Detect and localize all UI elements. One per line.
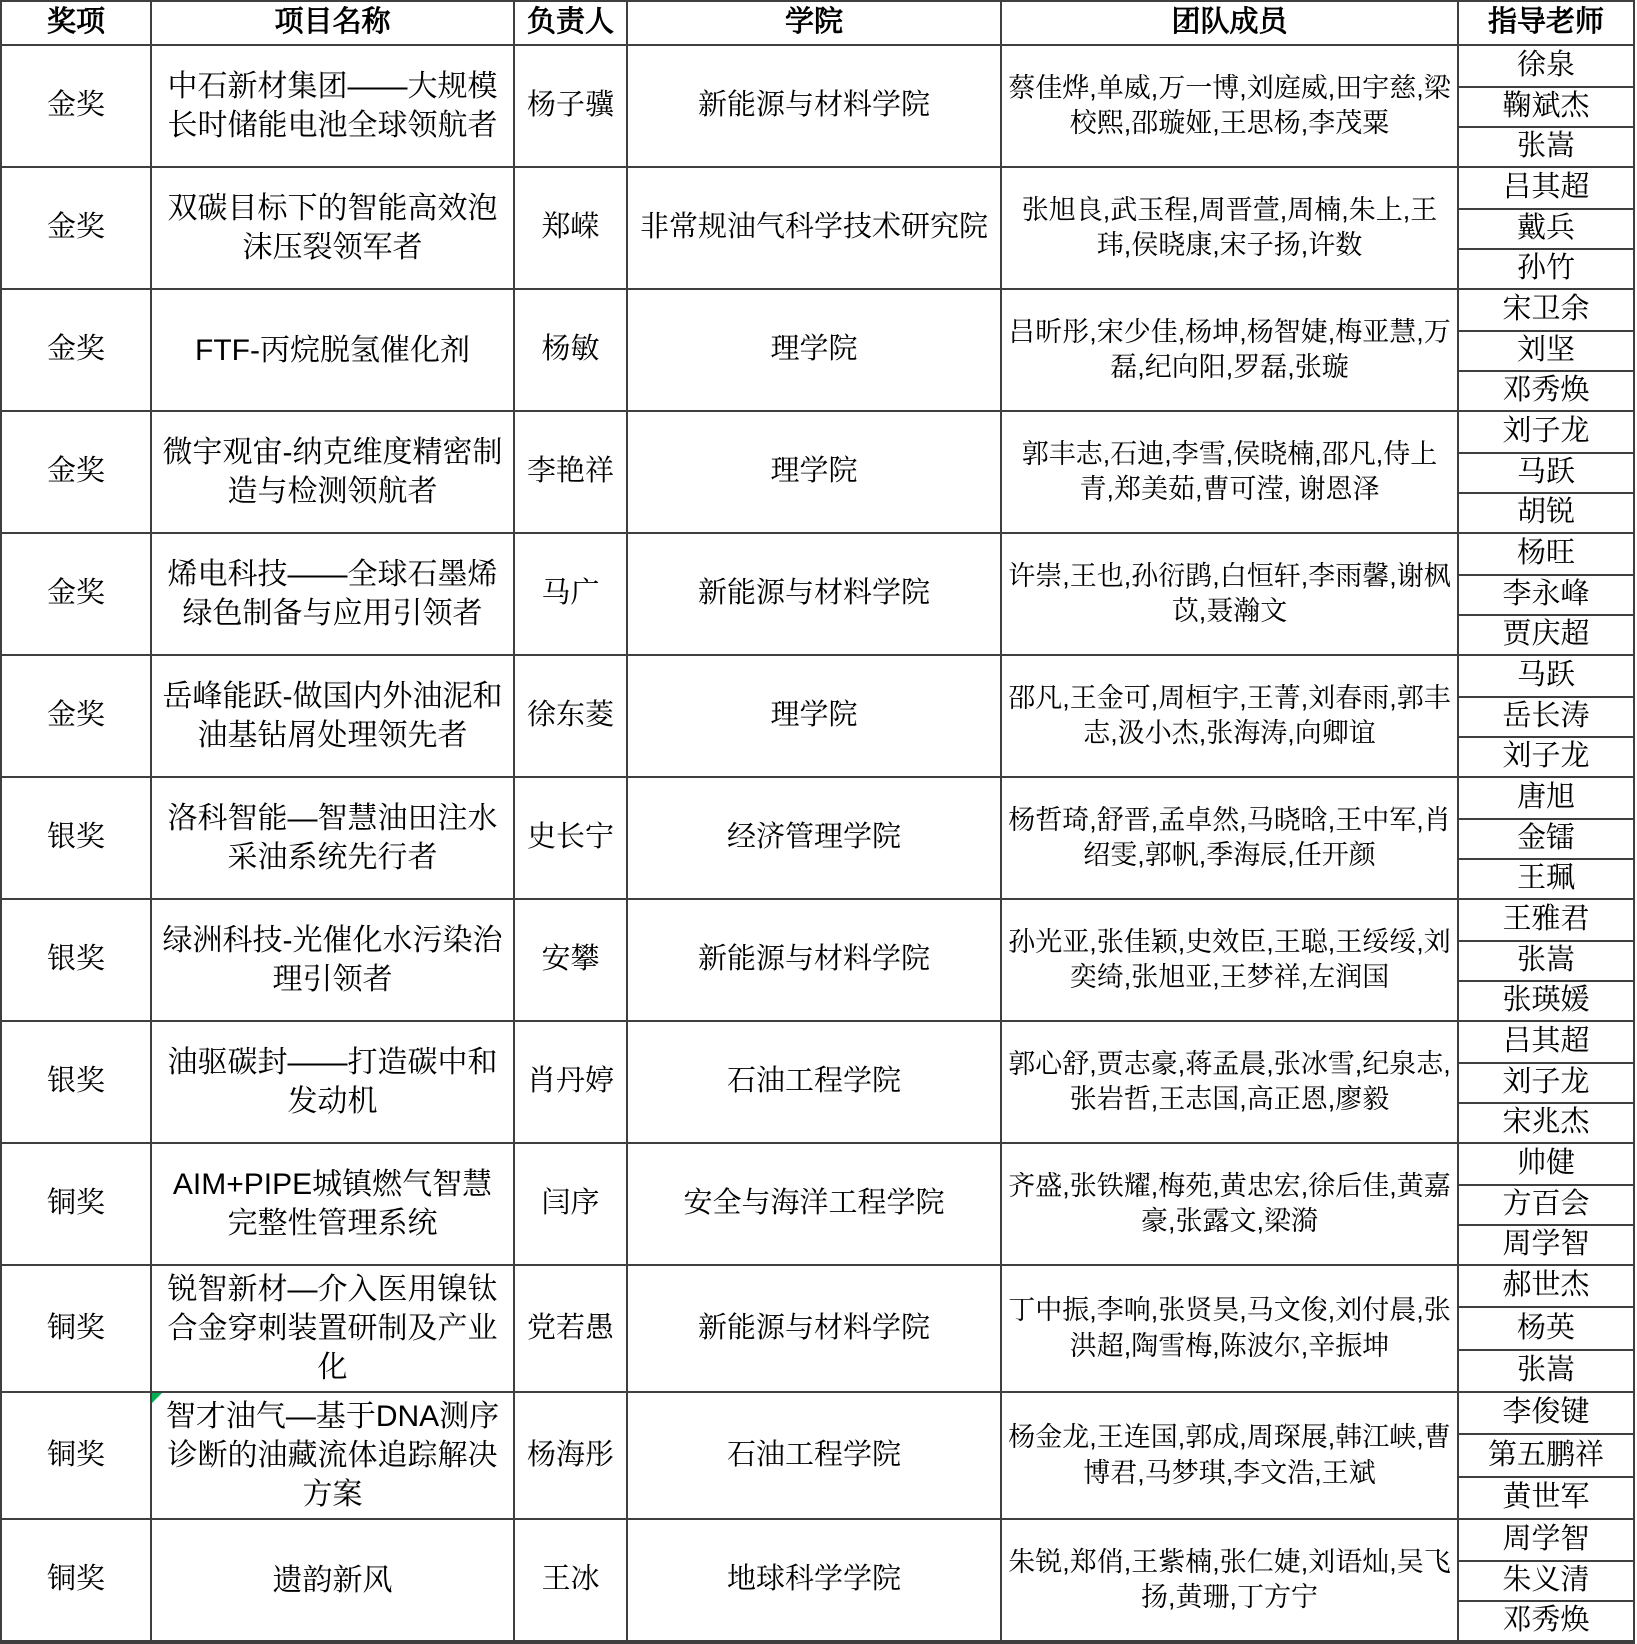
header-award: 奖项 xyxy=(2,2,152,46)
advisor-name: 宋兆杰 xyxy=(1459,1102,1633,1142)
advisor-name: 李俊键 xyxy=(1502,1396,1590,1429)
advisor-name: 宋卫余 xyxy=(1502,293,1590,326)
header-advisors: 指导老师 xyxy=(1459,2,1635,46)
advisors-cell xyxy=(1459,900,1635,1022)
leader-cell: 安攀 xyxy=(515,900,628,1022)
project-cell: 智才油气—基于DNA测序诊断的油藏流体追踪解决方案 xyxy=(152,1393,515,1520)
advisor-name: 刘子龙 xyxy=(1502,415,1590,448)
leader-cell: 肖丹婷 xyxy=(515,1022,628,1144)
award-cell: 铜奖 xyxy=(2,1144,152,1266)
advisor-name: 朱义清 xyxy=(1459,1560,1633,1600)
advisor-name: 杨旺 xyxy=(1516,537,1575,570)
award-cell: 银奖 xyxy=(2,1022,152,1144)
advisor-name: 金镭 xyxy=(1459,818,1633,858)
college-cell: 非常规油气科学技术研究院 xyxy=(628,168,1002,290)
college-cell: 理学院 xyxy=(628,290,1002,412)
advisors-cell xyxy=(1459,168,1635,290)
college-cell: 石油工程学院 xyxy=(628,1393,1002,1520)
college-cell: 地球科学学院 xyxy=(628,1520,1002,1642)
project-cell: 油驱碳封——打造碳中和发动机 xyxy=(152,1022,515,1144)
header-project: 项目名称 xyxy=(152,2,515,46)
advisor-name: 马跃 xyxy=(1459,452,1633,492)
project-cell: 烯电科技——全球石墨烯绿色制备与应用引领者 xyxy=(152,534,515,656)
award-cell: 铜奖 xyxy=(2,1393,152,1520)
project-cell: 洛科智能—智慧油田注水采油系统先行者 xyxy=(152,778,515,900)
advisor-name: 张嵩 xyxy=(1459,126,1633,166)
members-cell: 郭丰志,石迪,李雪,侯晓楠,邵凡,侍上青,郑美茹,曹可滢, 谢恩泽 xyxy=(1002,412,1459,534)
award-cell: 银奖 xyxy=(2,900,152,1022)
leader-cell: 王冰 xyxy=(515,1520,628,1642)
advisor-name: 孙竹 xyxy=(1459,248,1633,288)
members-cell: 郭心舒,贾志豪,蒋孟晨,张冰雪,纪泉志,张岩哲,王志国,高正恩,廖毅 xyxy=(1002,1022,1459,1144)
project-cell: 岳峰能跃-做国内外油泥和油基钻屑处理领先者 xyxy=(152,656,515,778)
award-cell: 铜奖 xyxy=(2,1520,152,1642)
leader-cell: 马广 xyxy=(515,534,628,656)
advisors-cell xyxy=(1459,534,1635,656)
members-cell: 邵凡,王金可,周桓宇,王菁,刘春雨,郭丰志,汲小杰,张海涛,向卿谊 xyxy=(1002,656,1459,778)
project-cell: 双碳目标下的智能高效泡沫压裂领军者 xyxy=(152,168,515,290)
header-members: 团队成员 xyxy=(1002,2,1459,46)
award-cell: 金奖 xyxy=(2,412,152,534)
advisor-name: 邓秀焕 xyxy=(1459,1600,1633,1640)
advisor-name: 郝世杰 xyxy=(1502,1269,1590,1302)
award-cell: 金奖 xyxy=(2,168,152,290)
note-marker-icon xyxy=(152,1393,162,1403)
advisor-name: 吕其超 xyxy=(1502,171,1590,204)
advisor-name: 邓秀焕 xyxy=(1459,370,1633,410)
advisor-name: 周学智 xyxy=(1502,1523,1590,1556)
advisors-cell xyxy=(1459,412,1635,534)
advisor-name: 唐旭 xyxy=(1516,781,1575,814)
advisor-name: 王雅君 xyxy=(1502,903,1590,936)
advisor-name: 王珮 xyxy=(1459,858,1633,898)
leader-cell: 史长宁 xyxy=(515,778,628,900)
leader-cell: 郑嵘 xyxy=(515,168,628,290)
advisors-cell xyxy=(1459,1022,1635,1144)
advisor-name: 贾庆超 xyxy=(1459,614,1633,654)
advisors-cell xyxy=(1459,290,1635,412)
leader-cell: 党若愚 xyxy=(515,1266,628,1393)
project-cell: 遗韵新风 xyxy=(152,1520,515,1642)
advisor-name: 黄世军 xyxy=(1459,1476,1633,1518)
advisor-name: 鞠斌杰 xyxy=(1459,86,1633,126)
college-cell: 经济管理学院 xyxy=(628,778,1002,900)
advisors-cell xyxy=(1459,1520,1635,1642)
award-cell: 金奖 xyxy=(2,290,152,412)
award-cell: 铜奖 xyxy=(2,1266,152,1393)
project-cell: AIM+PIPE城镇燃气智慧完整性管理系统 xyxy=(152,1144,515,1266)
advisor-name: 张嵩 xyxy=(1459,1349,1633,1391)
college-cell: 新能源与材料学院 xyxy=(628,46,1002,168)
advisor-name: 张嵩 xyxy=(1459,940,1633,980)
advisor-name: 吕其超 xyxy=(1502,1025,1590,1058)
advisor-name: 岳长涛 xyxy=(1459,696,1633,736)
project-cell: 绿洲科技-光催化水污染治理引领者 xyxy=(152,900,515,1022)
college-cell: 石油工程学院 xyxy=(628,1022,1002,1144)
advisor-name: 戴兵 xyxy=(1459,208,1633,248)
project-cell: 微宇观宙-纳克维度精密制造与检测领航者 xyxy=(152,412,515,534)
advisors-cell xyxy=(1459,1393,1635,1520)
college-cell: 理学院 xyxy=(628,656,1002,778)
college-cell: 新能源与材料学院 xyxy=(628,1266,1002,1393)
college-cell: 安全与海洋工程学院 xyxy=(628,1144,1002,1266)
advisor-name: 周学智 xyxy=(1459,1224,1633,1264)
advisors-cell xyxy=(1459,46,1635,168)
project-cell: 中石新材集团——大规模长时储能电池全球领航者 xyxy=(152,46,515,168)
college-cell: 理学院 xyxy=(628,412,1002,534)
members-cell: 杨金龙,王连国,郭成,周琛展,韩江峡,曹博君,马梦琪,李文浩,王斌 xyxy=(1002,1393,1459,1520)
advisor-name: 刘子龙 xyxy=(1459,1062,1633,1102)
advisor-name: 杨英 xyxy=(1459,1306,1633,1348)
award-cell: 银奖 xyxy=(2,778,152,900)
advisor-name: 马跃 xyxy=(1516,659,1575,692)
members-cell: 吕昕彤,宋少佳,杨坤,杨智婕,梅亚慧,万磊,纪向阳,罗磊,张璇 xyxy=(1002,290,1459,412)
members-cell: 许崇,王也,孙衍鹍,白恒轩,李雨馨,谢枫苡,聂瀚文 xyxy=(1002,534,1459,656)
advisor-name: 帅健 xyxy=(1516,1147,1575,1180)
members-cell: 齐盛,张铁耀,梅苑,黄忠宏,徐后佳,黄嘉豪,张露文,梁漪 xyxy=(1002,1144,1459,1266)
college-cell: 新能源与材料学院 xyxy=(628,900,1002,1022)
leader-cell: 杨子骥 xyxy=(515,46,628,168)
advisor-name: 刘子龙 xyxy=(1459,736,1633,776)
leader-cell: 杨海彤 xyxy=(515,1393,628,1520)
leader-cell: 李艳祥 xyxy=(515,412,628,534)
members-cell: 杨哲琦,舒晋,孟卓然,马晓晗,王中军,肖绍雯,郭帆,季海辰,任开颜 xyxy=(1002,778,1459,900)
advisors-cell xyxy=(1459,1266,1635,1393)
advisor-name: 徐泉 xyxy=(1516,49,1575,82)
project-cell: FTF-丙烷脱氢催化剂 xyxy=(152,290,515,412)
award-cell: 金奖 xyxy=(2,656,152,778)
members-cell: 孙光亚,张佳颖,史效臣,王聪,王绥绥,刘奕绮,张旭亚,王梦祥,左润国 xyxy=(1002,900,1459,1022)
header-leader: 负责人 xyxy=(515,2,628,46)
advisor-name: 第五鹏祥 xyxy=(1459,1433,1633,1475)
advisor-name: 胡锐 xyxy=(1459,492,1633,532)
advisor-name: 李永峰 xyxy=(1459,574,1633,614)
leader-cell: 闫序 xyxy=(515,1144,628,1266)
leader-cell: 徐东菱 xyxy=(515,656,628,778)
members-cell: 张旭良,武玉程,周晋萱,周楠,朱上,王玮,侯晓康,宋子扬,许数 xyxy=(1002,168,1459,290)
college-cell: 新能源与材料学院 xyxy=(628,534,1002,656)
header-college: 学院 xyxy=(628,2,1002,46)
award-cell: 金奖 xyxy=(2,46,152,168)
members-cell: 蔡佳烨,单威,万一博,刘庭威,田宇慈,梁校熙,邵璇娅,王思杨,李茂粟 xyxy=(1002,46,1459,168)
advisor-name: 刘坚 xyxy=(1459,330,1633,370)
leader-cell: 杨敏 xyxy=(515,290,628,412)
members-cell: 丁中振,李响,张贤昊,马文俊,刘付晨,张洪超,陶雪梅,陈波尔,辛振坤 xyxy=(1002,1266,1459,1393)
advisors-cell xyxy=(1459,656,1635,778)
project-cell: 锐智新材—介入医用镍钛合金穿刺装置研制及产业化 xyxy=(152,1266,515,1393)
advisors-cell xyxy=(1459,1144,1635,1266)
members-cell: 朱锐,郑俏,王紫楠,张仁婕,刘语灿,吴飞扬,黄珊,丁方宁 xyxy=(1002,1520,1459,1642)
advisor-name: 方百会 xyxy=(1459,1184,1633,1224)
award-cell: 金奖 xyxy=(2,534,152,656)
advisor-name: 张瑛媛 xyxy=(1459,980,1633,1020)
advisors-cell xyxy=(1459,778,1635,900)
